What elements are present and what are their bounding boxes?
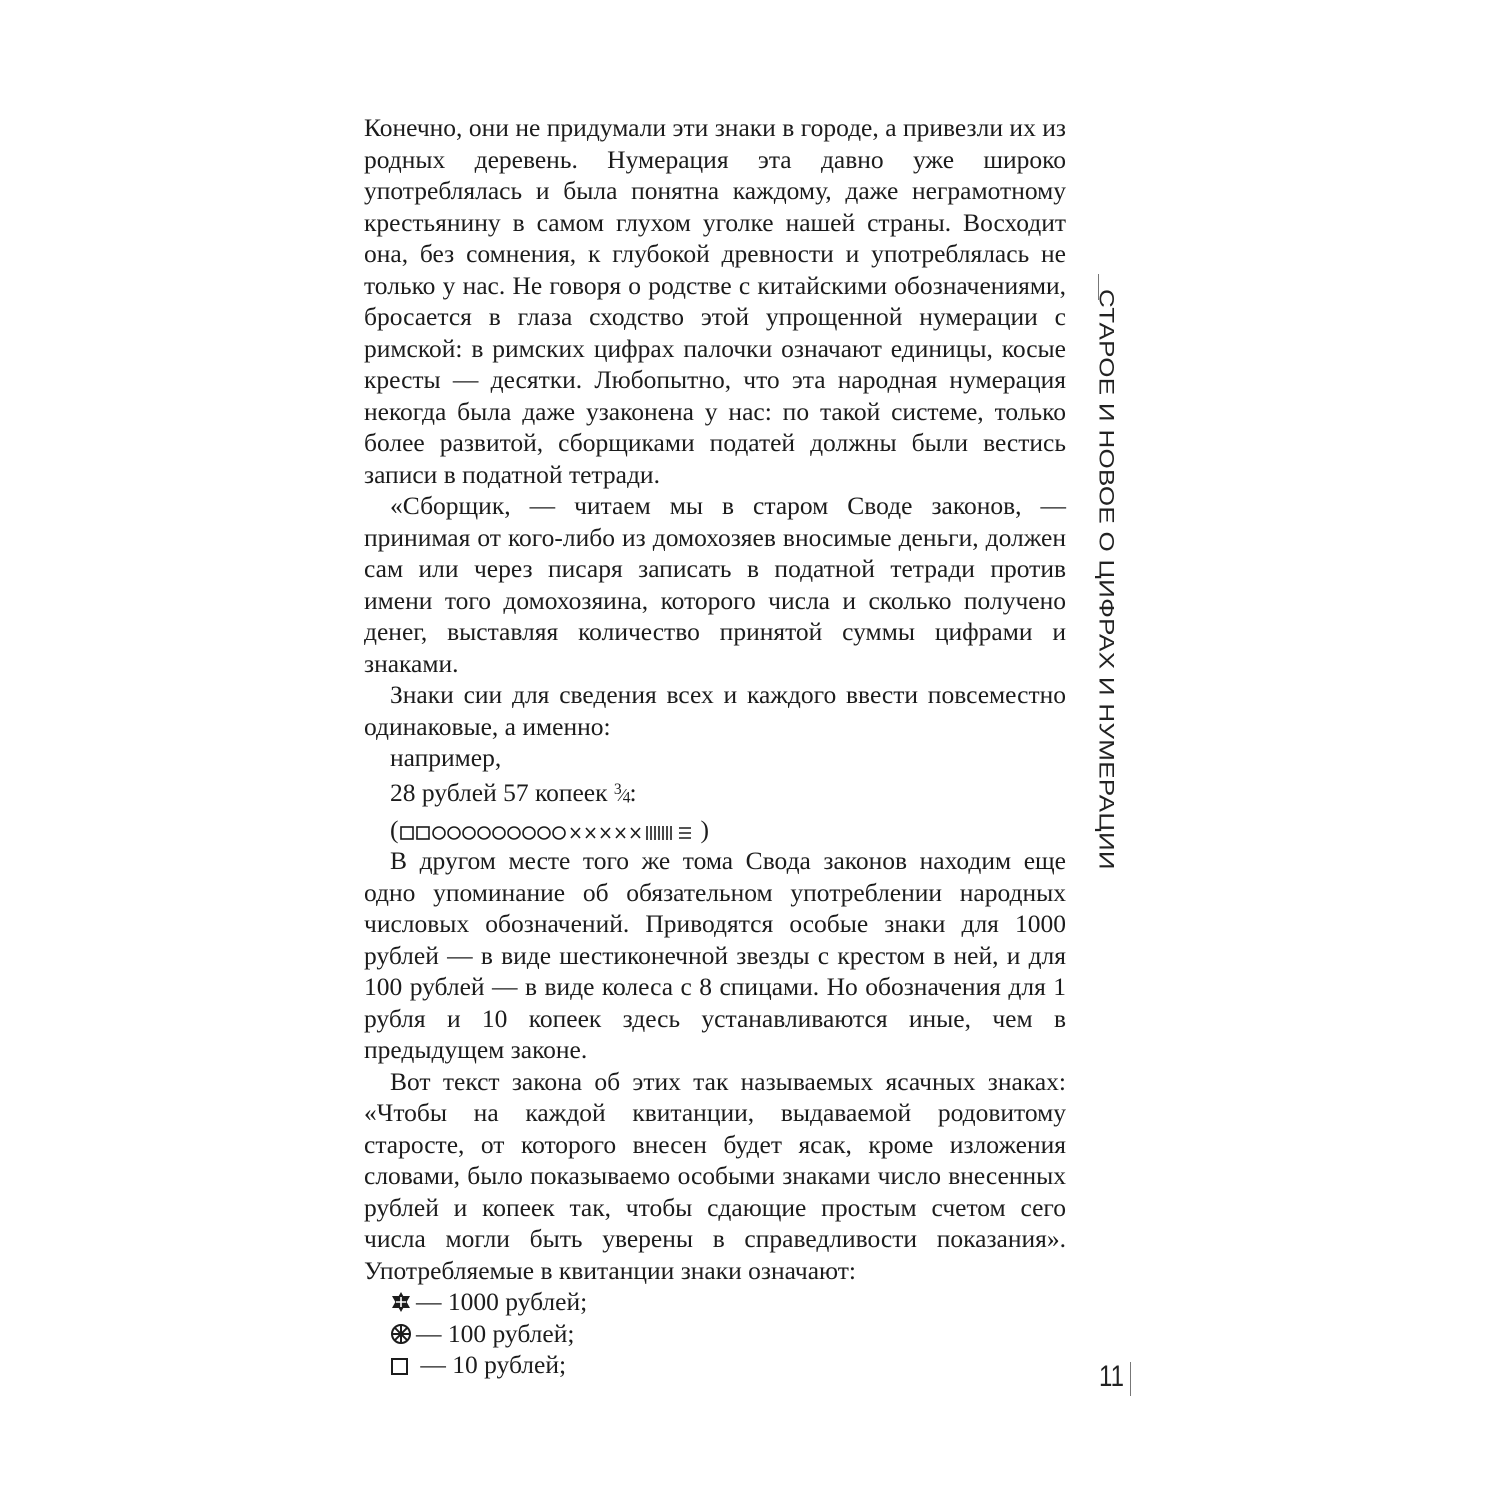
page-number-rule <box>1130 1362 1131 1396</box>
fraction-three-quarters: $^3⁄_4$ <box>613 780 630 807</box>
sign-text: — 100 рублей; <box>416 1318 575 1348</box>
sign-list-item <box>364 1286 1066 1318</box>
fraction-numerator: 3 <box>613 780 621 798</box>
page-number: 11 <box>1099 1360 1124 1393</box>
square-icon <box>390 1356 410 1376</box>
example-colon: : <box>629 777 637 807</box>
fraction-denominator: 4 <box>622 789 630 807</box>
paragraph-example-label: например, <box>390 743 502 772</box>
running-head: СТАРОЕ И НОВОЕ О ЦИФРАХ И НУМЕРАЦИИ <box>1094 289 1120 870</box>
tally-close-paren: ) <box>700 814 709 844</box>
paragraph-1: Конечно, они не придумали эти знаки в городе, а привезли их из родных деревень. Нумерация эта давно уже широко употреблялась и была понятна каждому, даже неграмотному крестьянину в самом глухом уголке нашей страны. Восходит она, без сомнения, к глубокой древности и употреблялась не только у нас. Не говоря о родстве с китайскими обозначениями, бросается в глаза сходство этой упрощенной нумерации с римской: в римских цифрах палочки означают единицы, косые кресты — десятки. Любопытно, что эта народная нумерация некогда была даже узаконена у нас: по такой системе, только более развитой, сборщиками податей должны были вестись записи в податной тетради. <box>364 113 1066 489</box>
sign-text: — 10 рублей; <box>414 1350 567 1380</box>
paragraph-3: Знаки сии для сведения всех и каждого ввести повсеместно одинаковые, а именно: <box>364 680 1066 741</box>
paragraph-2: «Сборщик, — читаем мы в старом Своде законов, — принимая от кого-либо из домохозяев вносимые деньги, должен сам или через писаря записать в податной тетради против имени того домохозяина, которого числа и сколько получено денег, выставляя количество принятой суммы цифрами и знаками. <box>364 491 1066 678</box>
tally-open-paren: ( <box>390 814 399 844</box>
tally-symbol-row <box>364 814 1066 846</box>
paragraph-4: В другом месте того же тома Свода законов находим еще одно упоминание об обязательном употреблении народных числовых обозначений. Приводятся особые знаки для 1000 рублей — в виде шестиконечной звезды с крестом в ней, и для 100 рублей — в виде колеса с 8 спицами. Но обозначения для 1 рубля и 10 копеек здесь устанавливаются иные, чем в предыдущем законе. <box>364 846 1066 1065</box>
body-text <box>364 112 1066 1381</box>
paragraph-5: Вот текст закона об этих так называемых ясачных знаках: «Чтобы на каждой квитанции, выдаваемой родовитому старосте, от которого внесен будет ясак, кроме изложения словами, было показываемо особыми знаками число внесенных рублей и копеек так, чтобы сдающие простым счетом сего числа могли быть уверены в справедливости показания». Употребляемые в квитанции знаки означают: <box>364 1066 1066 1285</box>
sign-list-item <box>364 1349 1066 1381</box>
example-amount-text: 28 рублей 57 копеек <box>390 777 608 807</box>
sign-text: — 1000 рублей; <box>416 1287 588 1317</box>
star-cross-icon <box>390 1291 412 1313</box>
eight-spoke-wheel-icon <box>390 1323 412 1345</box>
sign-list-item <box>364 1318 1066 1350</box>
paragraph-example-amount <box>364 774 1066 814</box>
tally-marks-icon <box>399 822 701 842</box>
